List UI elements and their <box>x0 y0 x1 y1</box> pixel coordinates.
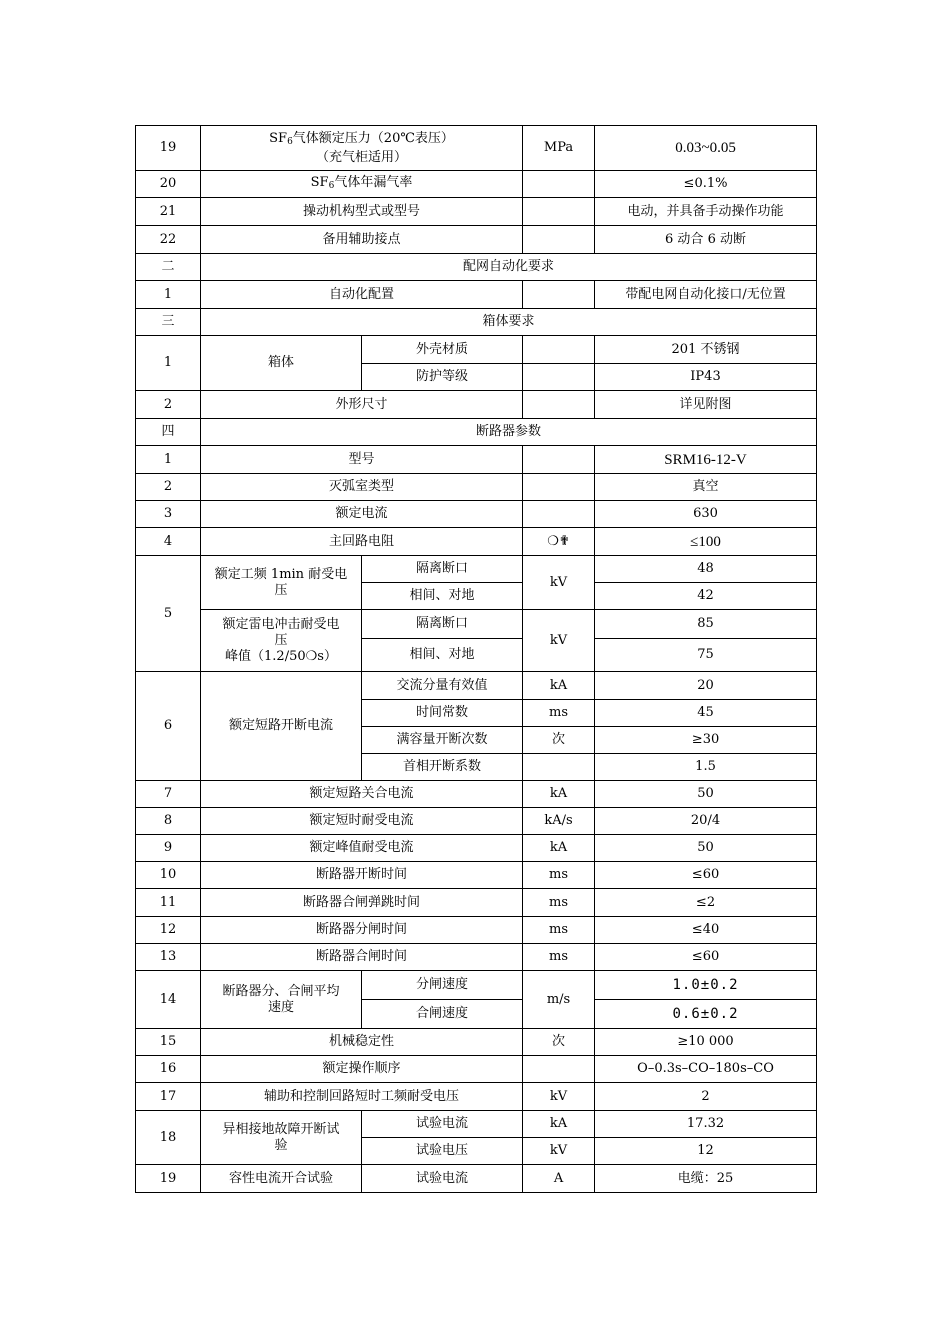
param-value: ≤60 <box>595 862 817 889</box>
param-value: 详见附图 <box>595 391 817 419</box>
row-number: 17 <box>136 1083 201 1111</box>
param-value: 12 <box>595 1138 817 1165</box>
row-number: 1 <box>136 446 201 474</box>
section-title: 配网自动化要求 <box>201 254 817 281</box>
param-unit <box>523 171 595 198</box>
row-number: 16 <box>136 1056 201 1083</box>
table-row <box>136 281 817 309</box>
section-number: 四 <box>136 419 201 446</box>
param-value: 20 <box>595 672 817 700</box>
section-header-row <box>136 419 817 446</box>
param-value: 0.03~0.05 <box>595 126 817 171</box>
param-value: 45 <box>595 700 817 727</box>
param-value: 630 <box>595 501 817 528</box>
row-number: 2 <box>136 474 201 501</box>
param-name: 备用辅助接点 <box>201 226 523 254</box>
param-name: 额定短路关合电流 <box>201 781 523 808</box>
param-subname: 隔离断口 <box>362 610 523 639</box>
param-unit: kV <box>523 1138 595 1165</box>
row-number: 4 <box>136 528 201 556</box>
table-row <box>136 1083 817 1111</box>
param-subname: 试验电流 <box>362 1111 523 1138</box>
param-value: IP43 <box>595 364 817 391</box>
row-number: 8 <box>136 808 201 835</box>
row-number: 18 <box>136 1111 201 1165</box>
param-subname: 满容量开断次数 <box>362 727 523 754</box>
table-row <box>136 501 817 528</box>
param-value: 20/4 <box>595 808 817 835</box>
param-subname: 合闸速度 <box>362 1000 523 1029</box>
param-name: 断路器分、合闸平均 速度 <box>201 971 362 1029</box>
table-row <box>136 610 817 639</box>
row-number: 11 <box>136 889 201 917</box>
row-number: 15 <box>136 1029 201 1056</box>
param-value: 电缆：25 <box>595 1165 817 1193</box>
param-name: 额定短路开断电流 <box>201 672 362 781</box>
param-unit: kA <box>523 1111 595 1138</box>
param-subname: 相间、对地 <box>362 583 523 610</box>
param-subname: 交流分量有效值 <box>362 672 523 700</box>
row-number: 10 <box>136 862 201 889</box>
row-number: 19 <box>136 126 201 171</box>
param-name: 型号 <box>201 446 523 474</box>
param-unit <box>523 1056 595 1083</box>
param-value: ≤100 <box>595 528 817 556</box>
param-value: 50 <box>595 781 817 808</box>
table-row <box>136 474 817 501</box>
param-value: ≥30 <box>595 727 817 754</box>
param-name: 操动机构型式或型号 <box>201 198 523 226</box>
param-unit: 次 <box>523 727 595 754</box>
table-row <box>136 781 817 808</box>
table-row <box>136 862 817 889</box>
param-value: 42 <box>595 583 817 610</box>
param-unit: kA <box>523 672 595 700</box>
param-unit: kV <box>523 556 595 610</box>
param-name: 自动化配置 <box>201 281 523 309</box>
param-value: ≤40 <box>595 917 817 944</box>
param-name: 断路器合闸弹跳时间 <box>201 889 523 917</box>
param-value: 1.5 <box>595 754 817 781</box>
param-subname: 时间常数 <box>362 700 523 727</box>
param-subname: 隔离断口 <box>362 556 523 583</box>
table-row <box>136 391 817 419</box>
param-subname: 外壳材质 <box>362 336 523 364</box>
row-number: 9 <box>136 835 201 862</box>
row-number: 2 <box>136 391 201 419</box>
param-unit: 次 <box>523 1029 595 1056</box>
param-value: SRM16-12-V <box>595 446 817 474</box>
row-number: 20 <box>136 171 201 198</box>
param-name: 异相接地故障开断试 验 <box>201 1111 362 1165</box>
param-unit: kA <box>523 781 595 808</box>
section-number: 三 <box>136 309 201 336</box>
param-value: 17.32 <box>595 1111 817 1138</box>
param-unit <box>523 446 595 474</box>
table-row <box>136 1029 817 1056</box>
param-subname: 相间、对地 <box>362 639 523 672</box>
param-name: 额定雷电冲击耐受电 压 峰值（1.2/50❍s） <box>201 610 362 672</box>
table-row <box>136 528 817 556</box>
param-value: 6 动合 6 动断 <box>595 226 817 254</box>
param-name: 外形尺寸 <box>201 391 523 419</box>
param-name: 断路器分闸时间 <box>201 917 523 944</box>
param-value: ≤0.1% <box>595 171 817 198</box>
section-header-row <box>136 254 817 281</box>
param-name: 箱体 <box>201 336 362 391</box>
section-number: 二 <box>136 254 201 281</box>
table-row <box>136 336 817 364</box>
param-name: 额定电流 <box>201 501 523 528</box>
param-value: 50 <box>595 835 817 862</box>
param-unit <box>523 226 595 254</box>
param-value: 1.0±0.2 <box>595 971 817 1000</box>
table-row <box>136 226 817 254</box>
table-row <box>136 808 817 835</box>
row-number: 5 <box>136 556 201 672</box>
row-number: 19 <box>136 1165 201 1193</box>
param-subname: 试验电流 <box>362 1165 523 1193</box>
param-subname: 首相开断系数 <box>362 754 523 781</box>
param-unit: kA/s <box>523 808 595 835</box>
param-unit <box>523 474 595 501</box>
param-unit <box>523 198 595 226</box>
param-value: 75 <box>595 639 817 672</box>
row-number: 21 <box>136 198 201 226</box>
param-value: O–0.3s–CO–180s–CO <box>595 1056 817 1083</box>
param-name: 辅助和控制回路短时工频耐受电压 <box>201 1083 523 1111</box>
table-row <box>136 917 817 944</box>
param-name: 容性电流开合试验 <box>201 1165 362 1193</box>
param-unit: ms <box>523 700 595 727</box>
param-value: ≤60 <box>595 944 817 971</box>
row-number: 22 <box>136 226 201 254</box>
param-value: 48 <box>595 556 817 583</box>
param-value: 0.6±0.2 <box>595 1000 817 1029</box>
table-row <box>136 944 817 971</box>
param-unit <box>523 501 595 528</box>
section-header-row <box>136 309 817 336</box>
param-unit <box>523 391 595 419</box>
param-name: 额定工频 1min 耐受电 压 <box>201 556 362 610</box>
row-number: 1 <box>136 336 201 391</box>
param-unit <box>523 336 595 364</box>
param-unit <box>523 281 595 309</box>
table-row <box>136 171 817 198</box>
param-unit: ms <box>523 917 595 944</box>
param-name: 灭弧室类型 <box>201 474 523 501</box>
param-subname: 试验电压 <box>362 1138 523 1165</box>
section-title: 断路器参数 <box>201 419 817 446</box>
row-number: 1 <box>136 281 201 309</box>
table-row <box>136 889 817 917</box>
param-name: 机械稳定性 <box>201 1029 523 1056</box>
row-number: 3 <box>136 501 201 528</box>
table-row <box>136 198 817 226</box>
param-value: 85 <box>595 610 817 639</box>
param-unit: ms <box>523 889 595 917</box>
param-name: 断路器合闸时间 <box>201 944 523 971</box>
param-unit: MPa <box>523 126 595 171</box>
param-value: 201 不锈钢 <box>595 336 817 364</box>
row-number: 14 <box>136 971 201 1029</box>
row-number: 13 <box>136 944 201 971</box>
param-unit: ms <box>523 862 595 889</box>
row-number: 7 <box>136 781 201 808</box>
param-subname: 分闸速度 <box>362 971 523 1000</box>
table-row <box>136 1111 817 1138</box>
param-name: $SF_6$气体额定压力（20℃表压） （充气柜适用） <box>201 126 523 171</box>
table-row <box>136 126 817 171</box>
param-value: ≥10 000 <box>595 1029 817 1056</box>
table-row <box>136 1165 817 1193</box>
param-unit <box>523 754 595 781</box>
param-value: 真空 <box>595 474 817 501</box>
param-subname: 防护等级 <box>362 364 523 391</box>
row-number: 6 <box>136 672 201 781</box>
param-value: 带配电网自动化接口/无位置 <box>595 281 817 309</box>
param-unit: kV <box>523 610 595 672</box>
param-unit: ❍✟ <box>523 528 595 556</box>
table-row <box>136 1056 817 1083</box>
param-unit: kA <box>523 835 595 862</box>
param-value: 电动，并具备手动操作功能 <box>595 198 817 226</box>
section-title: 箱体要求 <box>201 309 817 336</box>
param-name: 额定操作顺序 <box>201 1056 523 1083</box>
param-unit: kV <box>523 1083 595 1111</box>
param-name: $SF_6$气体年漏气率 <box>201 171 523 198</box>
param-name: 额定峰值耐受电流 <box>201 835 523 862</box>
param-unit: m/s <box>523 971 595 1029</box>
table-row <box>136 672 817 700</box>
param-name: 断路器开断时间 <box>201 862 523 889</box>
param-unit: ms <box>523 944 595 971</box>
param-unit <box>523 364 595 391</box>
param-value: ≤2 <box>595 889 817 917</box>
spec-table <box>135 125 817 1193</box>
table-row <box>136 446 817 474</box>
param-unit: A <box>523 1165 595 1193</box>
row-number: 12 <box>136 917 201 944</box>
table-row <box>136 835 817 862</box>
table-row <box>136 556 817 583</box>
table-row <box>136 971 817 1000</box>
param-name: 额定短时耐受电流 <box>201 808 523 835</box>
param-name: 主回路电阻 <box>201 528 523 556</box>
param-value: 2 <box>595 1083 817 1111</box>
